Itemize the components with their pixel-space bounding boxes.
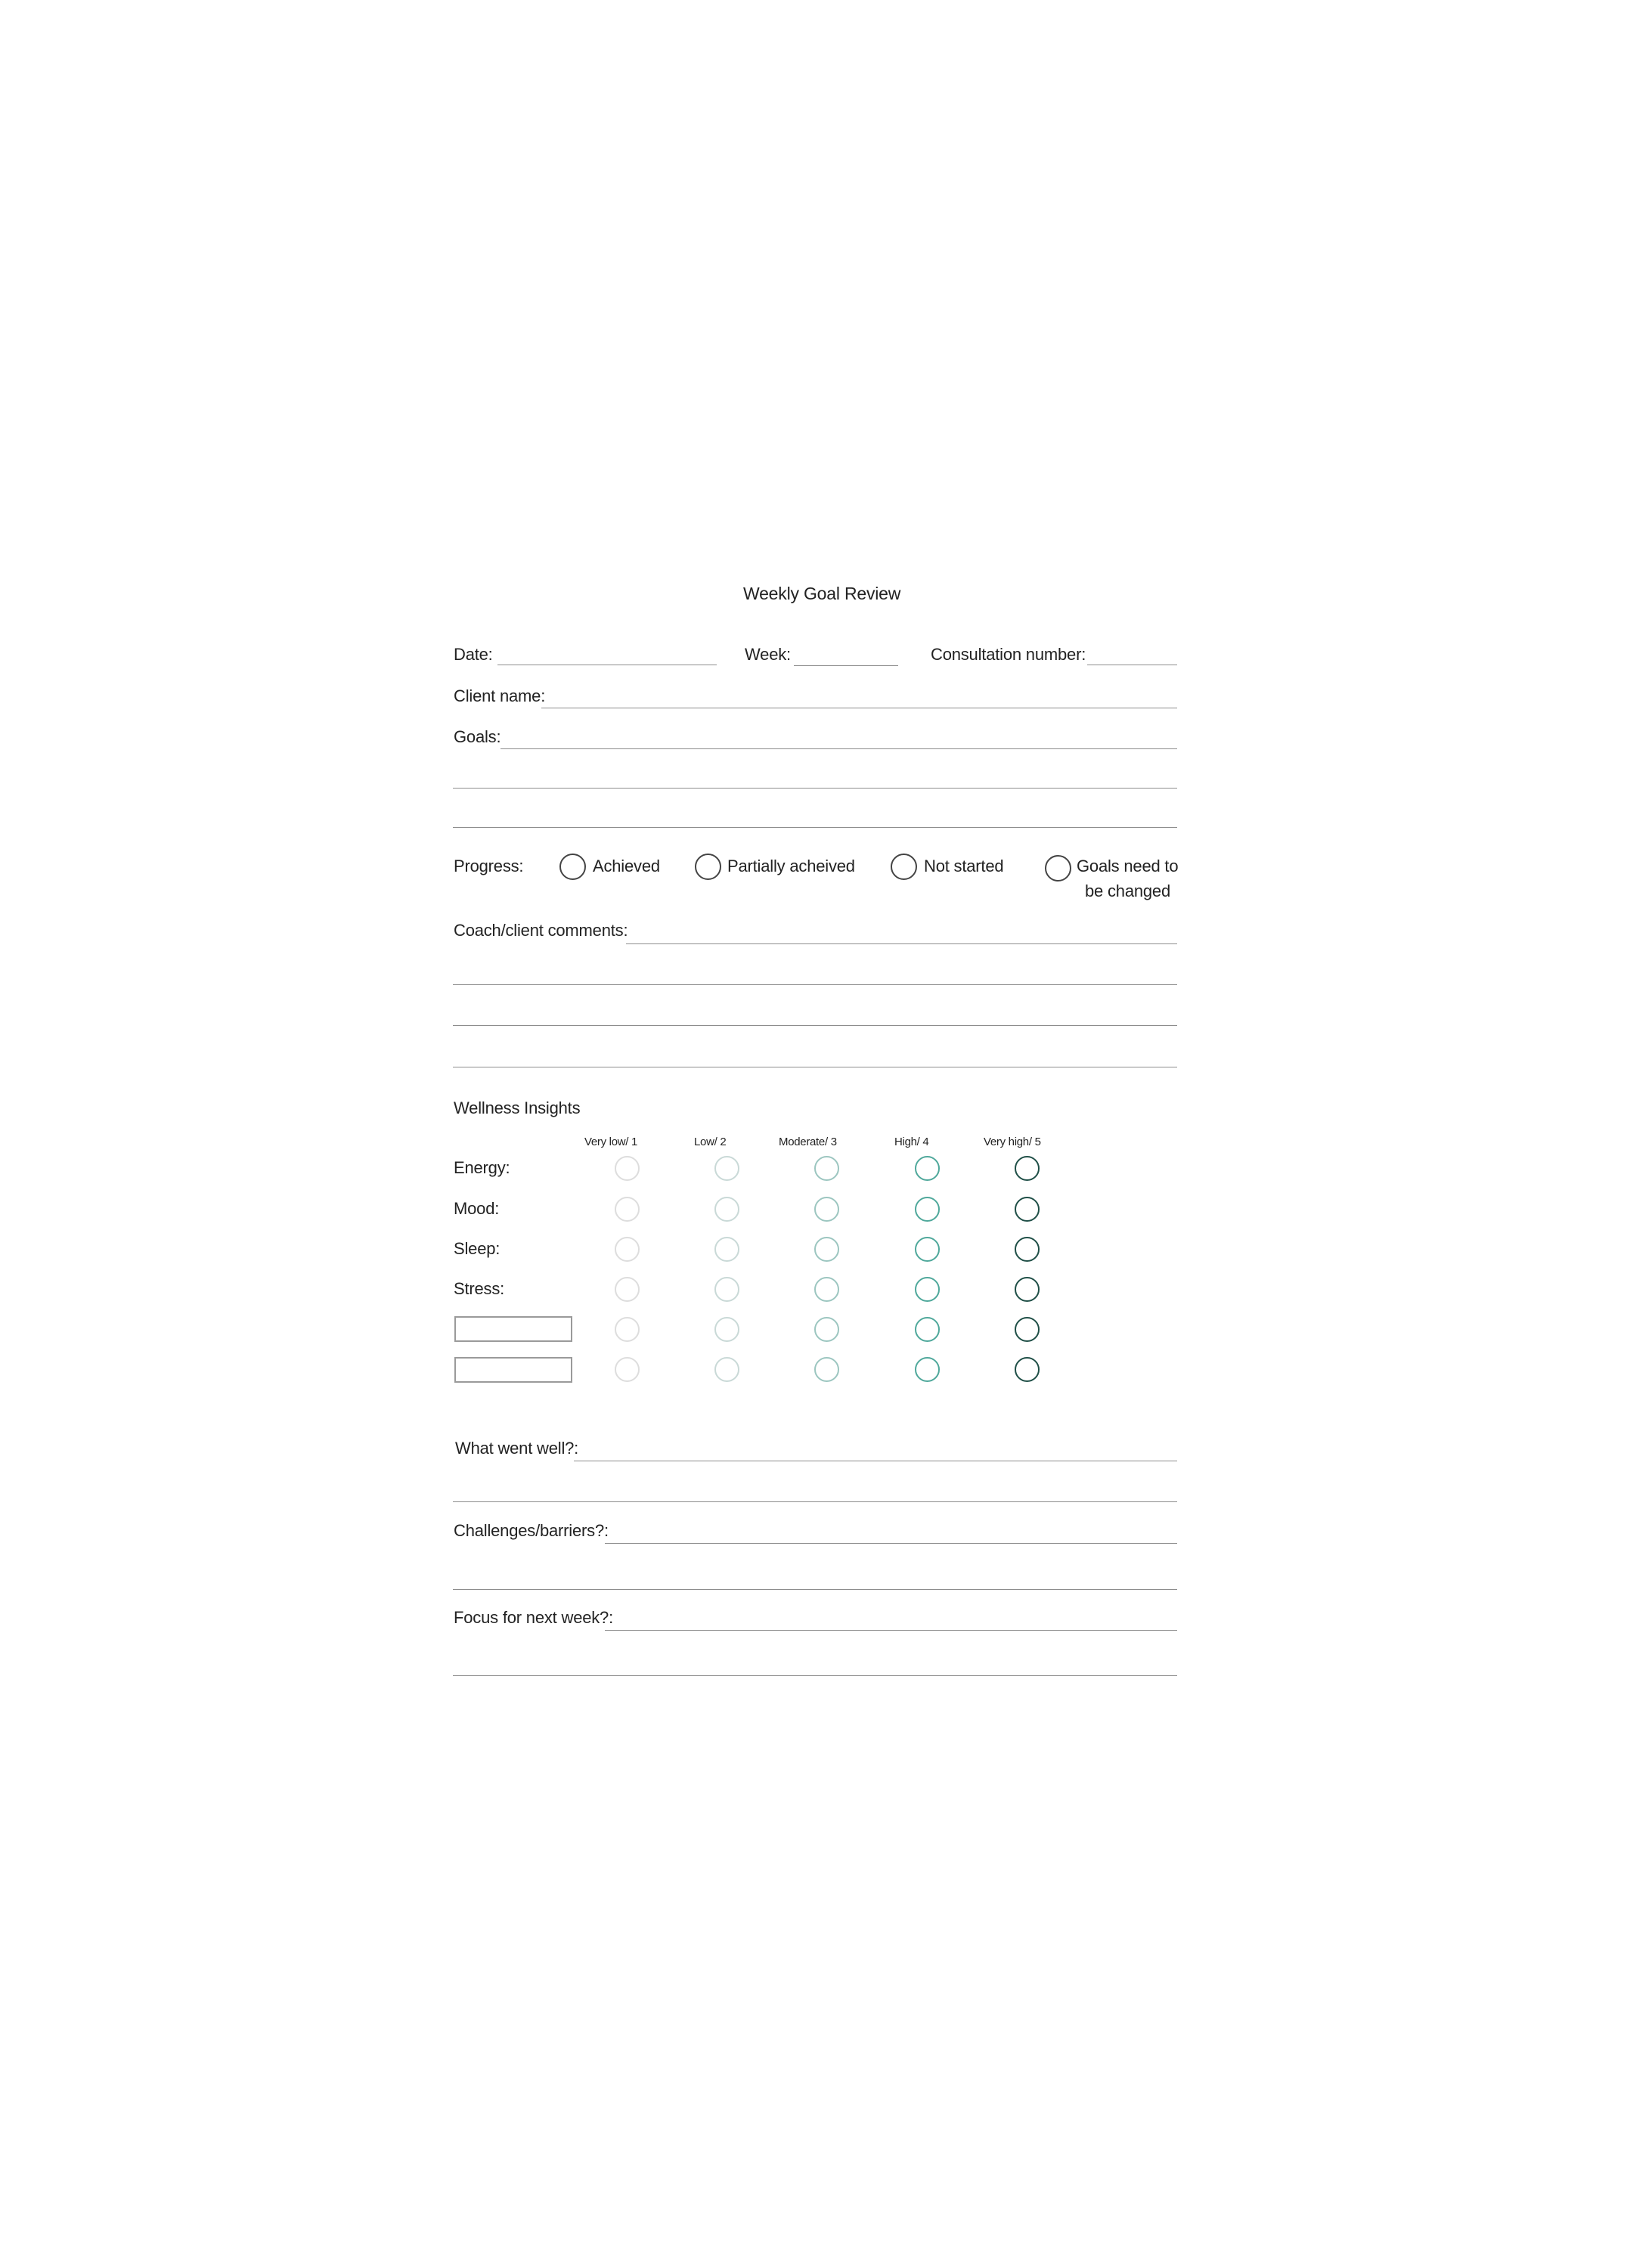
progress-not-started-label: Not started xyxy=(924,857,1004,875)
comments-field-line-1[interactable] xyxy=(626,943,1177,944)
week-label: Week: xyxy=(745,645,791,664)
rating-stress-2-radio[interactable] xyxy=(714,1277,739,1302)
goals-label: Goals: xyxy=(454,727,501,746)
consultation-number-label: Consultation number: xyxy=(931,645,1086,664)
week-field[interactable] xyxy=(794,665,898,666)
rating-energy-4-radio[interactable] xyxy=(915,1156,940,1181)
rating-custom-2-3-radio[interactable] xyxy=(814,1357,839,1382)
rating-mood-1-radio[interactable] xyxy=(615,1197,640,1222)
scale-header-5: Very high/ 5 xyxy=(984,1136,1041,1148)
rating-mood-5-radio[interactable] xyxy=(1015,1197,1040,1222)
rating-custom-1-3-radio[interactable] xyxy=(814,1317,839,1342)
scale-header-4: High/ 4 xyxy=(894,1136,929,1148)
focus-label: Focus for next week?: xyxy=(454,1608,614,1627)
rating-custom-2-5-radio[interactable] xyxy=(1015,1357,1040,1382)
progress-goals-changed-radio[interactable] xyxy=(1045,855,1071,881)
client-name-label: Client name: xyxy=(454,686,546,705)
wellness-row-stress-label: Stress: xyxy=(454,1279,505,1298)
date-label: Date: xyxy=(454,645,493,664)
rating-energy-5-radio[interactable] xyxy=(1015,1156,1040,1181)
rating-stress-5-radio[interactable] xyxy=(1015,1277,1040,1302)
progress-not-started-radio[interactable] xyxy=(891,854,917,880)
rating-custom-2-4-radio[interactable] xyxy=(915,1357,940,1382)
rating-custom-2-1-radio[interactable] xyxy=(615,1357,640,1382)
progress-achieved-label: Achieved xyxy=(593,857,660,875)
challenges-field-line-1[interactable] xyxy=(605,1543,1177,1544)
scale-header-1: Very low/ 1 xyxy=(584,1136,638,1148)
rating-stress-1-radio[interactable] xyxy=(615,1277,640,1302)
goals-field-line-1[interactable] xyxy=(500,748,1177,749)
went-well-field-line-2[interactable] xyxy=(453,1501,1177,1502)
rating-custom-1-1-radio[interactable] xyxy=(615,1317,640,1342)
rating-custom-1-5-radio[interactable] xyxy=(1015,1317,1040,1342)
rating-energy-1-radio[interactable] xyxy=(615,1156,640,1181)
challenges-label: Challenges/barriers?: xyxy=(454,1521,609,1540)
progress-partially-achieved-label: Partially acheived xyxy=(727,857,855,875)
wellness-row-energy-label: Energy: xyxy=(454,1158,510,1177)
rating-stress-3-radio[interactable] xyxy=(814,1277,839,1302)
comments-field-line-3[interactable] xyxy=(453,1025,1177,1026)
goals-field-line-3[interactable] xyxy=(453,827,1177,828)
rating-sleep-5-radio[interactable] xyxy=(1015,1237,1040,1262)
custom-row-1-input[interactable] xyxy=(454,1316,572,1342)
rating-mood-4-radio[interactable] xyxy=(915,1197,940,1222)
scale-header-2: Low/ 2 xyxy=(694,1136,727,1148)
progress-goals-changed-label-line-2: be changed xyxy=(1085,881,1170,900)
rating-custom-2-2-radio[interactable] xyxy=(714,1357,739,1382)
wellness-row-mood-label: Mood: xyxy=(454,1199,500,1218)
form-title: Weekly Goal Review xyxy=(743,584,901,603)
focus-field-line-1[interactable] xyxy=(605,1630,1177,1631)
progress-label: Progress: xyxy=(454,857,524,875)
comments-label: Coach/client comments: xyxy=(454,921,628,940)
custom-row-2-input[interactable] xyxy=(454,1357,572,1383)
goals-field-line-2[interactable] xyxy=(453,788,1177,789)
rating-custom-1-4-radio[interactable] xyxy=(915,1317,940,1342)
rating-custom-1-2-radio[interactable] xyxy=(714,1317,739,1342)
comments-field-line-2[interactable] xyxy=(453,984,1177,985)
rating-sleep-4-radio[interactable] xyxy=(915,1237,940,1262)
rating-mood-2-radio[interactable] xyxy=(714,1197,739,1222)
focus-field-line-2[interactable] xyxy=(453,1675,1177,1676)
rating-energy-3-radio[interactable] xyxy=(814,1156,839,1181)
rating-sleep-1-radio[interactable] xyxy=(615,1237,640,1262)
progress-partially-achieved-radio[interactable] xyxy=(695,854,721,880)
progress-goals-changed-label-line-1: Goals need to xyxy=(1077,857,1179,875)
went-well-label: What went well?: xyxy=(455,1439,579,1458)
rating-sleep-2-radio[interactable] xyxy=(714,1237,739,1262)
scale-header-3: Moderate/ 3 xyxy=(779,1136,837,1148)
rating-energy-2-radio[interactable] xyxy=(714,1156,739,1181)
rating-mood-3-radio[interactable] xyxy=(814,1197,839,1222)
wellness-heading: Wellness Insights xyxy=(454,1098,581,1117)
wellness-row-sleep-label: Sleep: xyxy=(454,1239,500,1258)
rating-stress-4-radio[interactable] xyxy=(915,1277,940,1302)
challenges-field-line-2[interactable] xyxy=(453,1589,1177,1590)
rating-sleep-3-radio[interactable] xyxy=(814,1237,839,1262)
progress-achieved-radio[interactable] xyxy=(559,854,586,880)
